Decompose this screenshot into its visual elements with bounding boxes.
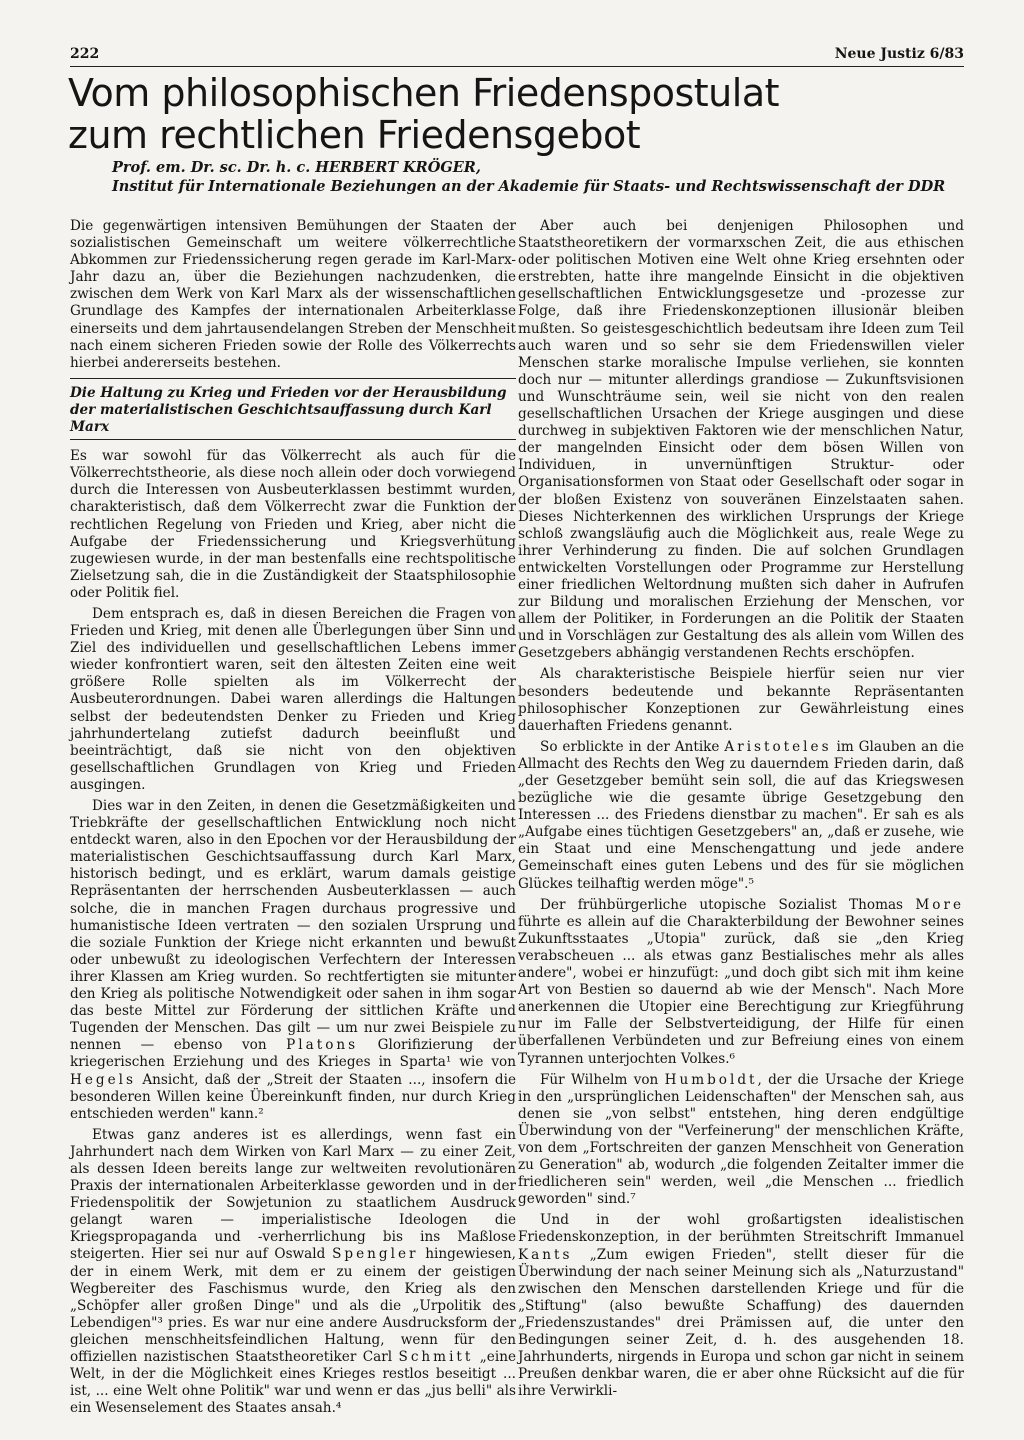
name-hegel: Hegels: [70, 1071, 136, 1088]
text-run: hingewiesen, der in einem Werk, mit dem er zu einem der geistigen Wegbereiter des Faschismus wurde, den Krieg als den „Schöpfer aller großen Dinge" und als die „Urpolitik des Lebendigen"³ pries. Es war nur eine andere Ausdrucksform der gleichen menschheitsfeindlichen Haltung, wenn für den offiziellen nazistischen Staatstheoretiker Carl: [70, 1246, 516, 1365]
name-schmitt: Schmitt: [398, 1349, 474, 1365]
text-run: „eine Welt, in der die Möglichkeit eines Krieges restlos beseitigt ... ist, ... eine Welt ohne Politik" war und wenn er das „jus belli" als ein Wesenselement des Staates ansah.⁴: [70, 1349, 517, 1417]
paragraph: [70, 1127, 516, 1418]
journal-issue: Neue Justiz 6/83: [834, 46, 964, 62]
title-line-2: zum rechtlichen Friedensgebot: [68, 113, 641, 157]
paragraph: [518, 739, 964, 893]
paragraph: Aber auch bei denjenigen Philosophen und Staatstheoretikern der vormarxschen Zeit, die aus ethischen oder politischen Motiven eine Welt ohne Krieg ersehnten oder erstrebten, hatte ihre mangelnde Einsicht in die objektiven gesellschaftlichen Entwicklungsgesetze und -prozesse zur Folge, daß ihre Friedenskonzeptionen illusionär bleiben mußten. So geistesgeschichtlich bedeutsam ihre Ideen zum Teil auch waren und so sehr sie dem Friedenswillen vieler Menschen starke moralische Impulse verliehen, sie konnten doch nur — mitunter allerdings grandiose — Zukunftsvisionen und Wunschträume sein, weil sie nicht von den realen gesellschaftlichen Ursachen der Kriege ausgingen und diese durchweg in subjektiven Faktoren wie der menschlichen Natur, der mangelnden Einsicht oder dem bösen Willen von Individuen, in unvernünftigen Struktur- oder Organisationsformen von Staat oder Gesellschaft oder sogar in der bloßen Existenz von souveränen Einzelstaaten sahen. Dieses Nichterkennen des wirklichen Ursprungs der Kriege schloß zwangsläufig auch die Möglichkeit aus, reale Wege zu ihrer Verhinderung zu finden. Die auf solchen Grundlagen entwickelten Vorstellungen oder Programme zur Herstellung einer friedlichen Weltordnung mußten sich daher in Aufrufen zur Bildung und moralischen Erziehung der Menschen, vor allem der Politiker, in Forderungen an die Politik der Staaten und in Vorschlägen zur Gestaltung des als allein vom Willen des Gesetzgebers abhängig verstandenen Rechts erschöpfen.: [518, 218, 964, 662]
article-title: [68, 72, 948, 156]
paragraph: [518, 897, 964, 1068]
text-run: Für Wilhelm von: [540, 1071, 659, 1088]
text-run: Glorifizierung der kriegerischen Erziehung und des Krieges in Sparta¹ wie von: [70, 1037, 516, 1071]
paragraph: Als charakteristische Beispiele hierfür seien nur vier besonders bedeutende und bekannte Repräsentanten philosophischer Konzeptionen zur Gewährleistung eines dauerhaften Friedens genannt.: [518, 666, 964, 734]
title-line-1: Vom philosophischen Friedenspostulat: [68, 71, 780, 115]
text-run: im Glauben an die Allmacht des Rechts den Weg zu dauerndem Frieden darin, daß „der Gesetzgeber bemüht sein soll, die auf das Kriegswesen bezügliche wie die gesamte übrige Gesetzgebung den Interessen ... des Friedens dienstbar zu machen". Er sah es als „Aufgabe eines tüchtigen Gesetzgebers" an, „daß er zusehe, wie ein Staat und eine Menschengattung und jede andere Gemeinschaft eines guten Lebens und des für sie möglichen Glückes teilhaftig werden möge".⁵: [518, 738, 964, 892]
name-more: More: [915, 896, 964, 913]
text-run: Etwas ganz anderes ist es allerdings, wenn fast ein Jahrhundert nach dem Wirken von Karl Marx — zu einer Zeit, als dessen Ideen bereits lange zur weltweiten revolutionären Praxis der internationalen Arbeiterklasse geworden und in der Friedenspolitik der Sowjetunion zu staatlichem Ausdruck gelangt waren — imperialistische Ideologen die Kriegspropaganda und -verherrlichung bis ins Maßlose steigerten. Hier sei nur auf Oswald: [70, 1126, 516, 1263]
text-run: Und in der wohl großartigsten idealistischen Friedenskonzeption, in der berühmten Streitschrift Immanuel: [518, 1212, 964, 1246]
text-run: „Zum ewigen Frieden", stellt dieser für die Überwindung der nach seiner Meinung sich als „Naturzustand" zwischen den Menschen darstellenden Kriege und für die „Stiftung" (also bewußte Schaffung) des dauernden „Friedenszustandes" drei Prämissen auf, die unter den Bedingungen seiner Zeit, d. h. des ausgehenden 18. Jahrhunderts, nirgends in Europa und schon gar nicht in seinem Preußen denkbar waren, die er aber ohne Rücksicht auf die für ihre Verwirkli-: [518, 1246, 964, 1400]
name-humboldt: Humboldt: [664, 1071, 758, 1088]
paragraph: Dem entsprach es, daß in diesen Bereichen die Fragen von Frieden und Krieg, mit denen alle Überlegungen über Sinn und Ziel des individuellen und gesellschaftlichen Lebens immer wieder konfrontiert waren, seit den ältesten Zeiten eine weit größere Rolle spielten als im Völkerrecht der Ausbeuterordnungen. Dabei waren allerdings die Haltungen selbst der bedeutendsten Denker zu Frieden und Krieg jahrhundertelang zutiefst dadurch beeinflußt und beeinträchtigt, daß sie nicht von den objektiven gesellschaftlichen Grundlagen von Krieg und Frieden ausgingen.: [70, 605, 516, 793]
author-affiliation: Institut für Internationale Beziehungen an der Akademie für Staats- und Rechtswissenschaft der DDR: [112, 178, 946, 195]
intro-paragraph: Die gegenwärtigen intensiven Bemühungen der Staaten der sozialistischen Gemeinschaft um weitere völkerrechtliche Abkommen zur Friedenssicherung regen gerade im Karl-Marx-Jahr dazu an, über die Beziehungen nachzudenken, die zwischen dem Werk von Karl Marx als der wissenschaftlichen Grundlage des Kampfes der internationalen Arbeiterklasse einerseits und dem jahrtausendelangen Streben der Menschheit nach einem sicheren Frieden sowie der Rolle des Völkerrechts hierbei andererseits bestehen.: [70, 218, 516, 371]
text-run: Dies war in den Zeiten, in denen die Gesetzmäßigkeiten und Triebkräfte der gesellschaftlichen Entwicklung noch nicht entdeckt waren, also in den Epochen vor der Herausbildung der materialistischen Geschichtsauffassung durch Karl Marx, historisch bedingt, und es erklärt, warum damals geistige Repräsentanten der herrschenden Ausbeuterklassen — auch solche, die in manchen Fragen durchaus progressive und humanistische Ideen vertraten — den sozialen Ursprung und die soziale Funktion der Kriege nicht erkannten und bewußt oder unbewußt zu ideologischen Verfechtern der Interessen ihrer Klassen am Krieg wurden. So rechtfertigten sie mitunter den Krieg als politische Notwendigkeit oder sahen in ihm sogar das beste Mittel zur Förderung der sittlichen Kräfte und Tugenden der Menschen. Das gilt — um nur zwei Beispiele zu nennen — ebenso von: [70, 798, 516, 1054]
paragraph: [518, 1212, 964, 1400]
section-heading: Die Haltung zu Krieg und Frieden vor der Herausbildung der materialistischen Geschichtsauffassung durch Karl Marx: [70, 378, 516, 440]
name-platon: Platons: [286, 1037, 359, 1054]
page-number: 222: [70, 46, 100, 62]
text-run: , der die Ursache der Kriege in den „ursprünglichen Leidenschaften" der Menschen sah, aus denen sie „von selbst" entstehen, hing deren endgültige Überwindung von der "Verfeinerung" der menschlichen Kräfte, von dem „Fortschreiten der ganzen Menschheit von Generation zu Generation" ab, wodurch „die folgenden Zeitalter immer die friedlicheren sein" werden, weil „die Menschen ... friedlich geworden" sind.⁷: [518, 1071, 964, 1208]
paragraph: Es war sowohl für das Völkerrecht als auch für die Völkerrechtstheorie, als diese noch allein oder doch vorwiegend durch die Interessen von Ausbeuterklassen bestimmt wurden, charakteristisch, daß dem Völkerrecht zwar die Funktion der rechtlichen Regelung von Frieden und Krieg, aber nicht die Aufgabe der Friedenssicherung und Kriegsverhütung zugewiesen wurde, in der man bestenfalls eine rechtspolitische Zielsetzung sah, die in die Zuständigkeit der Staatsphilosophie oder Politik fiel.: [70, 448, 516, 601]
name-aristoteles: Aristoteles: [724, 738, 832, 755]
name-spengler: Spengler: [332, 1246, 419, 1263]
author-name: Prof. em. Dr. sc. Dr. h. c. HERBERT KRÖGER,: [112, 159, 481, 176]
text-run: Ansicht, daß der „Streit der Staaten ..., insofern die besonderen Willen keine Übereinkunft finden, nur durch Krieg entschieden werden" kann.²: [70, 1071, 516, 1122]
text-run: führte es allein auf die Charakterbildung der Bewohner seines Zukunftsstaates „Utopia" zurück, daß sie „den Krieg verabscheuen ... als etwas ganz Bestialisches mehr als alles andere", wobei er hinzufügt: „und doch gibt sich mit ihm keine Art von Bestien so dauernd ab wie der Mensch". Nach More anerkennen die Utopier eine Berechtigung zur Kriegführung nur im Falle der Selbstverteidigung, der Hilfe für einen überfallenen Verbündeten und zur Befreiung eines von einem Tyrannen unterjochten Volkes.⁶: [518, 913, 964, 1067]
paragraph: [70, 798, 516, 1123]
name-kant: Kants: [518, 1246, 573, 1263]
text-run: Der frühbürgerliche utopische Sozialist Thomas: [540, 896, 904, 913]
text-run: So erblickte in der Antike: [540, 738, 720, 755]
paragraph: [518, 1072, 964, 1209]
left-column: [70, 218, 516, 1421]
author-block: [112, 158, 992, 196]
header-rule: [70, 66, 964, 67]
right-column: [518, 218, 964, 1404]
